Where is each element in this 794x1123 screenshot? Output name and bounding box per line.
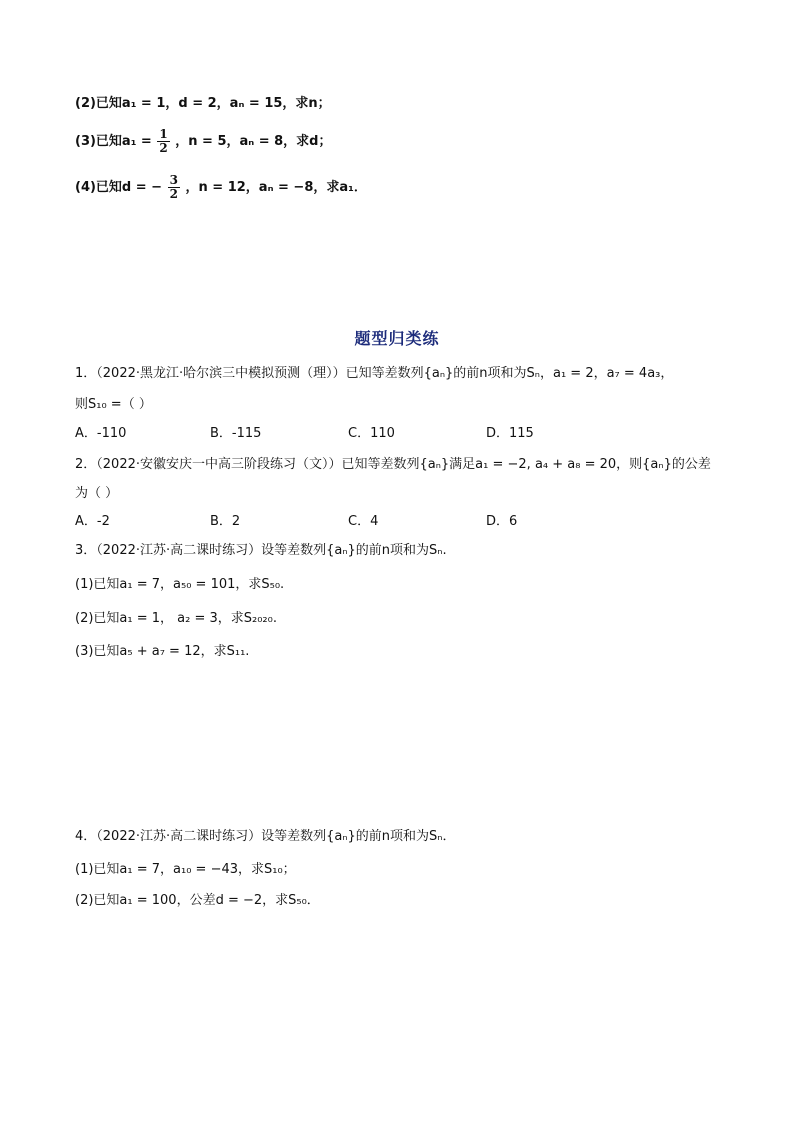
fraction-one-half <box>157 128 169 155</box>
question-1-option-d: D．115 <box>486 426 534 441</box>
exercise-item-3-suffix: ，n = 5，aₙ = 8，求d； <box>175 134 332 149</box>
question-3-part-3: (3)已知a₅ + a₇ = 12，求S₁₁. <box>75 644 250 659</box>
fraction-numerator: 1 <box>159 127 168 141</box>
question-2-stem-line2: 为（ ） <box>75 486 119 501</box>
question-3-part-1: (1)已知a₁ = 7，a₅₀ = 101，求S₅₀. <box>75 577 285 592</box>
fraction-denominator: 2 <box>169 187 178 201</box>
question-1-option-b: B．-115 <box>210 426 262 441</box>
question-2-option-b: B．2 <box>210 514 241 529</box>
fraction-three-halves <box>168 174 180 201</box>
question-3-stem: 3．（2022·江苏·高二课时练习）设等差数列{aₙ}的前n项和为Sₙ. <box>75 543 447 558</box>
fraction-denominator: 2 <box>159 141 168 155</box>
exercise-item-4-prefix: (4)已知d = − <box>75 180 163 195</box>
question-4-stem: 4．（2022·江苏·高二课时练习）设等差数列{aₙ}的前n项和为Sₙ． <box>75 829 456 844</box>
exercise-item-3 <box>75 128 332 155</box>
question-1-stem-line1: 1．（2022·黑龙江·哈尔滨三中模拟预测（理））已知等差数列{aₙ}的前n项和为Sₙ，a₁ = 2，a₇ = 4a₃， <box>75 366 674 381</box>
exercise-item-4-suffix: ，n = 12，aₙ = −8，求a₁． <box>185 180 367 195</box>
question-4-part-2: (2)已知a₁ = 100，公差d = −2，求S₅₀． <box>75 893 320 908</box>
exercise-item-3-prefix: (3)已知a₁ = <box>75 134 152 149</box>
question-3-part-2: (2)已知a₁ = 1， a₂ = 3，求S₂₀₂₀. <box>75 611 277 626</box>
exercise-item-2: (2)已知a₁ = 1，d = 2，aₙ = 15，求n； <box>75 96 331 111</box>
question-1-stem-line2: 则S₁₀ =（ ） <box>75 397 152 412</box>
question-4-part-1: (1)已知a₁ = 7，a₁₀ = −43，求S₁₀； <box>75 862 296 877</box>
question-2-stem-line1: 2．（2022·安徽安庆一中高三阶段练习（文））已知等差数列{aₙ}满足a₁ = −2, a₄ + a₈ = 20，则{aₙ}的公差 <box>75 457 711 472</box>
exercise-item-4 <box>75 174 367 201</box>
question-1-option-a: A．-110 <box>75 426 127 441</box>
question-2-option-c: C．4 <box>348 514 379 529</box>
question-2-option-d: D．6 <box>486 514 518 529</box>
fraction-numerator: 3 <box>169 173 178 187</box>
section-title: 题型归类练 <box>354 329 440 348</box>
question-1-option-c: C．110 <box>348 426 395 441</box>
question-2-option-a: A．-2 <box>75 514 110 529</box>
